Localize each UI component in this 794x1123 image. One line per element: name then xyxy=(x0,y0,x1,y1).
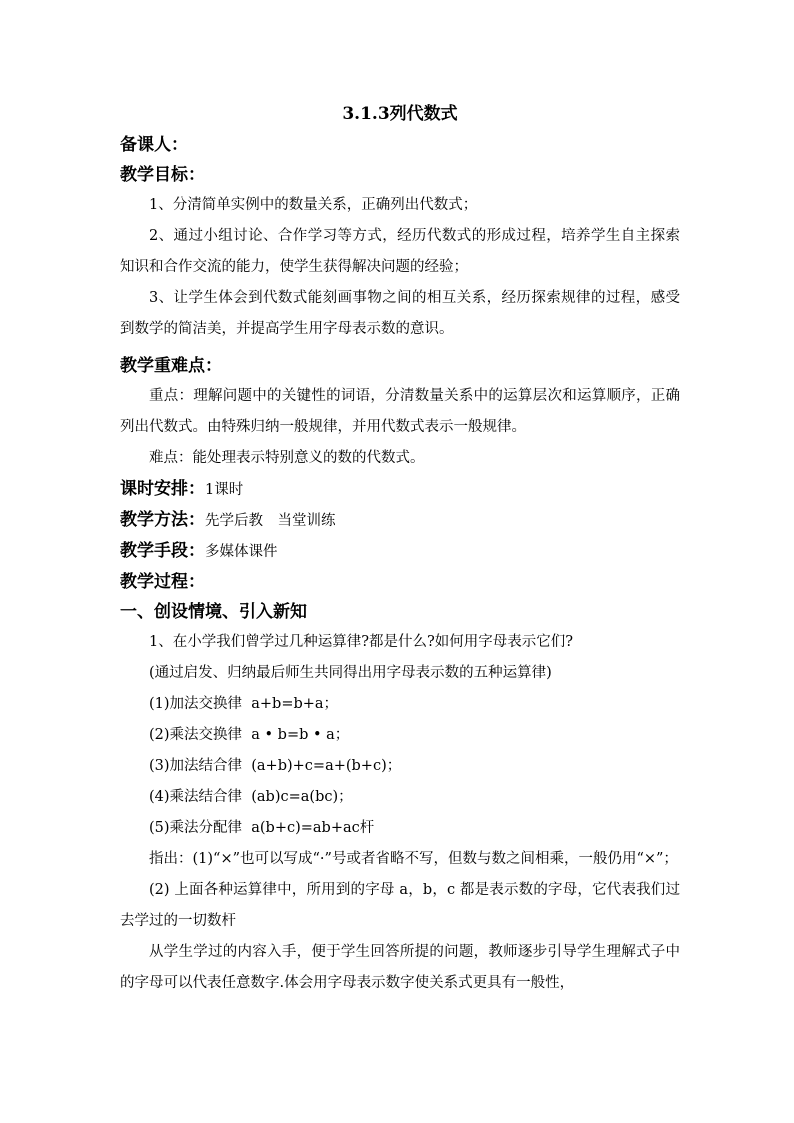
key-points-heading: 教学重难点： xyxy=(120,356,222,376)
note-1: 指出：(1)“×”也可以写成“·”号或者省略不写，但数与数之间相乘，一般仍用“×”； xyxy=(149,851,678,867)
schedule-value: 1课时 xyxy=(205,482,244,498)
law-multiplication-commutative: (2)乘法交换律 a • b=b • a； xyxy=(149,727,350,743)
objective-item-3: 3、让学生体会到代数式能刻画事物之间的相互关系，经历探索规律的过程，感受到数学的简洁美，并提高学生用字母表示数的意识。 xyxy=(120,290,680,337)
law-distributive: (5)乘法分配律 a(b+c)=ab+ac杆 xyxy=(149,820,375,836)
process-heading: 教学过程： xyxy=(120,572,205,592)
key-point-difficult: 难点：能处理表示特别意义的数的代数式。 xyxy=(149,450,425,466)
lesson-title: 3.1.3列代数式 xyxy=(342,104,458,124)
method-value: 先学后教 当堂训练 xyxy=(205,513,336,529)
law-addition-commutative: (1)加法交换律 a+b=b+a； xyxy=(149,696,339,712)
note-2: (2) 上面各种运算律中，所用到的字母 a，b，c 都是表示数的字母，它代表我们过去学过的一切数杆 xyxy=(120,882,680,929)
means-line xyxy=(120,536,680,567)
means-label: 教学手段： xyxy=(120,541,205,561)
document-page xyxy=(120,100,680,999)
method-label: 教学方法： xyxy=(120,510,205,530)
key-point-important: 重点：理解问题中的关键性的词语，分清数量关系中的运算层次和运算顺序，正确列出代数式。由特殊归纳一般规律，并用代数式表示一般规律。 xyxy=(120,388,680,435)
question-1-note: (通过启发、归纳最后师生共同得出用字母表示数的五种运算律) xyxy=(149,665,552,681)
objectives-heading: 教学目标： xyxy=(120,165,205,185)
law-multiplication-associative: (4)乘法结合律 (ab)c=a(bc)； xyxy=(149,789,353,805)
schedule-label: 课时安排： xyxy=(120,479,205,499)
law-addition-associative: (3)加法结合律 (a+b)+c=a+(b+c)； xyxy=(149,758,402,774)
closing-paragraph: 从学生学过的内容入手，便于学生回答所提的问题，教师逐步引导学生理解式子中的字母可以代表任意数字.体会用字母表示数字使关系式更具有一般性， xyxy=(120,944,680,991)
objective-item-1: 1、分清简单实例中的数量关系，正确列出代数式； xyxy=(149,197,478,213)
section-1-heading: 一、创设情境、引入新知 xyxy=(120,602,307,622)
means-value: 多媒体课件 xyxy=(205,544,278,560)
schedule-line xyxy=(120,474,680,505)
question-1: 1、在小学我们曾学过几种运算律?都是什么?如何用字母表示它们? xyxy=(149,634,574,650)
preparer-label: 备课人： xyxy=(120,135,188,155)
objective-item-2: 2、通过小组讨论、合作学习等方式，经历代数式的形成过程，培养学生自主探索知识和合作交流的能力，使学生获得解决问题的经验； xyxy=(120,228,680,275)
method-line xyxy=(120,505,680,536)
